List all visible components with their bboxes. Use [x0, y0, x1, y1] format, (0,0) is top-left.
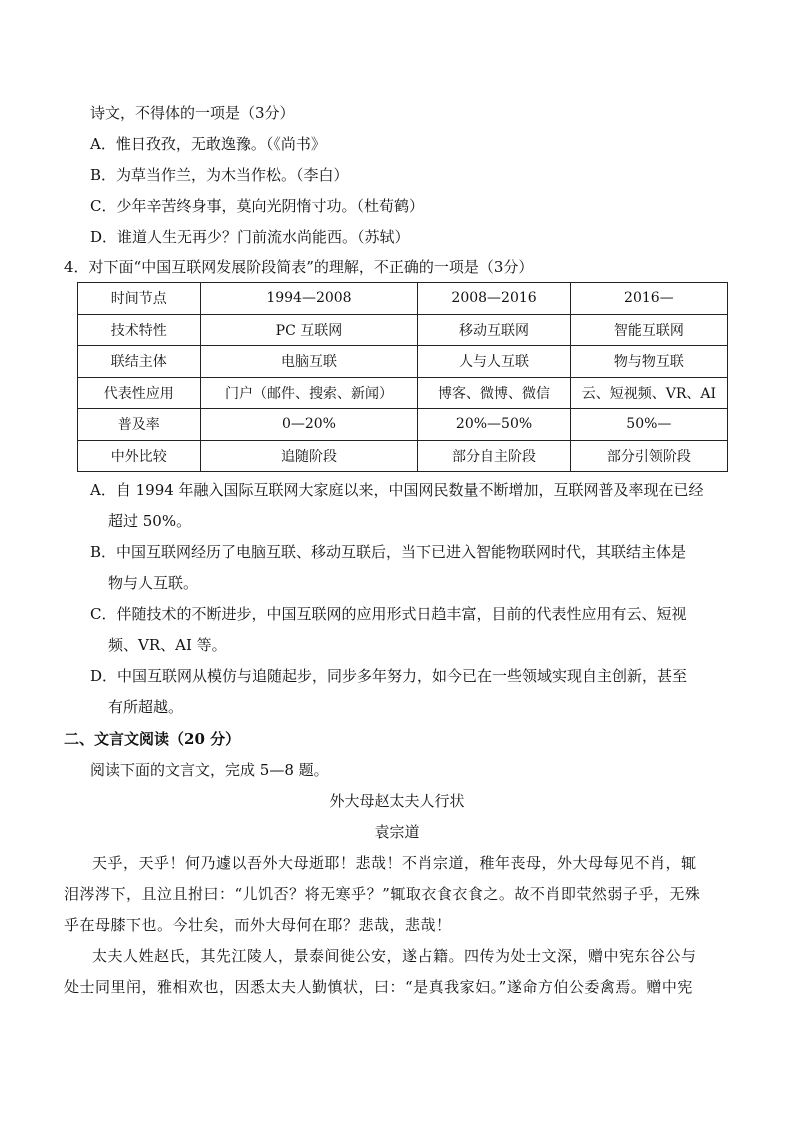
- table-cell: 0—20%: [200, 409, 418, 441]
- passage-title: 外大母赵太夫人行状: [329, 792, 465, 810]
- table-cell: 2016—: [570, 283, 727, 315]
- internet-stages-table: [77, 282, 728, 472]
- q4-option-b-line1: B．中国互联网经历了电脑互联、移动互联后，当下已进入智能物联网时代，其联结主体是: [90, 543, 687, 561]
- table-cell: 人与人互联: [418, 346, 570, 378]
- table-cell: PC 互联网: [200, 314, 418, 346]
- table-cell: 20%—50%: [418, 409, 570, 441]
- table-cell: 1994—2008: [200, 283, 418, 315]
- table-row: [78, 377, 728, 409]
- table-cell: 部分自主阶段: [418, 440, 570, 472]
- passage-p2-line1: 太夫人姓赵氏，其先江陵人，景泰间徙公安，遂占籍。四传为处士文深，赠中宪东谷公与: [92, 947, 697, 965]
- table-row: [78, 440, 728, 472]
- q3-option-c: C．少年辛苦终身事，莫向光阴惰寸功。（杜荀鹤）: [90, 197, 424, 215]
- q3-option-d: D．谁道人生无再少？门前流水尚能西。（苏轼）: [90, 228, 410, 246]
- q3-stem: 诗文，不得体的一项是（3分）: [90, 104, 295, 122]
- table-cell: 追随阶段: [200, 440, 418, 472]
- table-cell: 技术特性: [78, 314, 201, 346]
- table-row: [78, 409, 728, 441]
- passage-author: 袁宗道: [374, 823, 420, 841]
- q4-option-c-line2: 频、VR、AI 等。: [108, 636, 227, 654]
- table-cell: 门户（邮件、搜索、新闻）: [200, 377, 418, 409]
- q4-option-d-line2: 有所超越。: [108, 698, 184, 716]
- table-cell: 智能互联网: [570, 314, 727, 346]
- table-row: [78, 314, 728, 346]
- reading-instruction: 阅读下面的文言文，完成 5—8 题。: [90, 761, 329, 779]
- table-row: [78, 283, 728, 315]
- passage-p2-line2: 处士同里闬，雅相欢也，因悉太夫人勤慎状，曰：“是真我家妇。”遂命方伯公委禽焉。赠中宪: [64, 978, 693, 996]
- q3-option-a: A．惟日孜孜，无敢逸豫。（《尚书》: [90, 135, 326, 153]
- table-cell: 代表性应用: [78, 377, 201, 409]
- table-cell: 物与物互联: [570, 346, 727, 378]
- table-cell: 时间节点: [78, 283, 201, 315]
- table-cell: 2008—2016: [418, 283, 570, 315]
- table-cell: 50%—: [570, 409, 727, 441]
- table-cell: 普及率: [78, 409, 201, 441]
- table-cell: 部分引领阶段: [570, 440, 727, 472]
- q4-option-a-line2: 超过 50%。: [108, 512, 192, 530]
- q3-option-b: B．为草当作兰，为木当作松。（李白）: [90, 166, 349, 184]
- q4-option-a-line1: A．自 1994 年融入国际互联网大家庭以来，中国网民数量不断增加，互联网普及率现在已经: [90, 481, 704, 499]
- table-cell: 电脑互联: [200, 346, 418, 378]
- table-row: [78, 346, 728, 378]
- q4-option-b-line2: 物与人互联。: [108, 574, 199, 592]
- passage-p1-line3: 乎在母膝下也。今壮矣，而外大母何在耶？悲哉，悲哉！: [64, 916, 452, 934]
- passage-p1-line1: 天乎，天乎！何乃遽以吾外大母逝耶！悲哉！不肖宗道，稚年丧母，外大母每见不肖，辄: [92, 854, 697, 872]
- table-cell: 联结主体: [78, 346, 201, 378]
- table-cell: 云、短视频、VR、AI: [570, 377, 727, 409]
- table-cell: 移动互联网: [418, 314, 570, 346]
- q4-option-d-line1: D．中国互联网从模仿与追随起步，同步多年努力，如今已在一些领域实现自主创新，甚至: [90, 667, 688, 685]
- table-cell: 博客、微博、微信: [418, 377, 570, 409]
- section-heading: 二、文言文阅读（20 分）: [64, 730, 241, 748]
- q4-option-c-line1: C．伴随技术的不断进步，中国互联网的应用形式日趋丰富，目前的代表性应用有云、短视: [90, 605, 687, 623]
- passage-p1-line2: 泪涔涔下，且泣且拊曰：“儿饥否？将无寒乎？”辄取衣食衣食之。故不肖即茕然弱子乎，无殊: [64, 885, 701, 903]
- q4-stem: 4．对下面“中国互联网发展阶段简表”的理解，不正确的一项是（3分）: [64, 258, 534, 276]
- table-cell: 中外比较: [78, 440, 201, 472]
